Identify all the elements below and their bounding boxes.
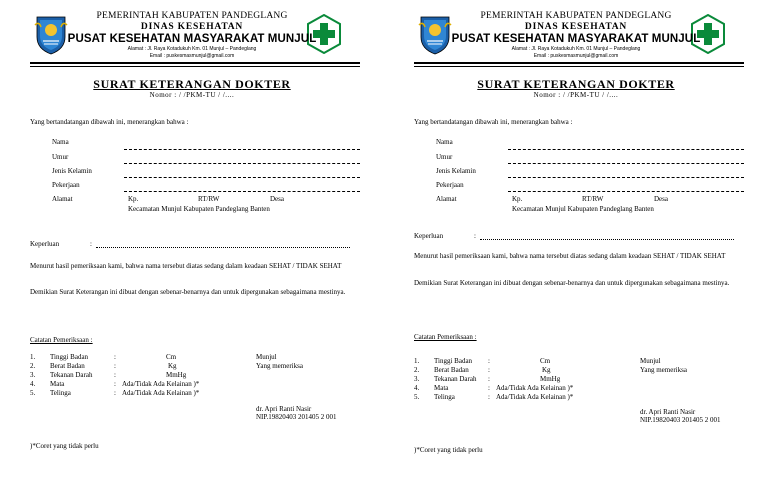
keperluan-colon: : [474,232,476,240]
exam-num: 5. [414,393,420,401]
label-nama: Nama [436,138,453,146]
label-pekerjaan: Pekerjaan [52,181,80,189]
alamat-rt-rw: RT/RW [198,195,220,203]
exam-value: Cm [166,353,177,361]
exam-label: Mata [434,384,449,392]
header-rule-thick [30,62,360,64]
exam-label: Tekanan Darah [434,375,477,383]
signature-role: Yang memeriksa [640,366,687,374]
catatan-title: Catatan Pemeriksaan : [414,333,477,341]
exam-value: Ada/Tidak Ada Kelainan )* [122,380,200,388]
signature-nip: NIP.19820403 201405 2 001 [256,413,337,421]
intro-text: Yang bertandatangan dibawah ini, menerangkan bahwa : [414,118,573,126]
exam-num: 5. [30,389,36,397]
exam-value: Ada/Tidak Ada Kelainan )* [496,384,574,392]
exam-value: Ada/Tidak Ada Kelainan )* [496,393,574,401]
exam-num: 1. [30,353,36,361]
blank-line-umur [124,163,360,164]
exam-value: MmHg [540,375,561,383]
exam-num: 3. [414,375,420,383]
exam-label: Tinggi Badan [50,353,89,361]
footnote: )*Coret yang tidak perlu [30,442,99,450]
exam-label: Mata [50,380,65,388]
alamat-rt-rw: RT/RW [582,195,604,203]
alamat-kecamatan: Kecamatan Munjul Kabupaten Pandeglang Banten [128,205,270,213]
header-rule-thin [30,66,360,67]
exam-colon: : [114,362,116,370]
exam-colon: : [114,353,116,361]
exam-num: 4. [414,384,420,392]
exam-colon: : [114,371,116,379]
header-government: PEMERINTAH KABUPATEN PANDEGLANG [96,11,288,21]
exam-num: 1. [414,357,420,365]
header-rule-thin [414,66,744,67]
exam-colon: : [488,393,490,401]
exam-label: Telinga [434,393,455,401]
exam-value: Kg [168,362,177,370]
exam-label: Berat Badan [434,366,469,374]
header-rule-thick [414,62,744,64]
exam-num: 2. [414,366,420,374]
exam-num: 4. [30,380,36,388]
header-institution: PUSAT KESEHATAN MASYARAKAT MUNJUL [67,33,317,45]
signature-name: dr. Apri Ranti Nasir [640,408,696,416]
blank-line-keperluan [96,247,350,248]
blank-line-umur [508,163,744,164]
header-address: Alamat : Jl. Raya Kotadukuh Km. 01 Munjul – Pandeglang [127,46,257,52]
closing-statement: Demikian Surat Keterangan ini dibuat dengan sebenar-benarnya dan untuk dipergunakan sebagaimana mestinya. [414,279,730,287]
exam-label: Tinggi Badan [434,357,473,365]
signature-place: Munjul [256,353,277,361]
exam-value: MmHg [166,371,187,379]
exam-label: Telinga [50,389,71,397]
exam-label: Tekanan Darah [50,371,93,379]
blank-line-nama [124,149,360,150]
alamat-desa: Desa [654,195,668,203]
exam-colon: : [488,366,490,374]
health-statement: Menurut hasil pemeriksaan kami, bahwa nama tersebut diatas sedang dalam keadaan SEHAT / TIDAK SEHAT [414,252,726,260]
blank-line-pekerjaan [508,191,744,192]
label-alamat: Alamat [436,195,457,203]
alamat-desa: Desa [270,195,284,203]
header-department: DINAS KESEHATAN [140,22,244,32]
footnote: )*Coret yang tidak perlu [414,446,483,454]
label-umur: Umur [436,153,453,161]
label-keperluan: Keperluan [30,240,60,248]
signature-name: dr. Apri Ranti Nasir [256,405,312,413]
header-address: Alamat : Jl. Raya Kotadukuh Km. 01 Munjul – Pandeglang [511,46,641,52]
header-government: PEMERINTAH KABUPATEN PANDEGLANG [480,11,672,21]
exam-colon: : [488,357,490,365]
exam-num: 2. [30,362,36,370]
signature-nip: NIP.19820403 201405 2 001 [640,416,721,424]
header-email: Email : puskesmasmunjul@gmail.com [149,53,235,59]
letter-copy-right [384,0,768,501]
label-pekerjaan: Pekerjaan [436,181,464,189]
label-keperluan: Keperluan [414,232,444,240]
intro-text: Yang bertandatangan dibawah ini, menerangkan bahwa : [30,118,189,126]
closing-statement: Demikian Surat Keterangan ini dibuat dengan sebenar-benarnya dan untuk dipergunakan sebagaimana mestinya. [30,288,346,296]
exam-colon: : [114,380,116,388]
alamat-kp: Kp. [128,195,139,203]
blank-line-jenis-kelamin [508,177,744,178]
label-jenis-kelamin: Jenis Kelamin [52,167,92,175]
header-institution: PUSAT KESEHATAN MASYARAKAT MUNJUL [451,33,701,45]
label-umur: Umur [52,153,69,161]
exam-value: Ada/Tidak Ada Kelainan )* [122,389,200,397]
exam-colon: : [114,389,116,397]
signature-role: Yang memeriksa [256,362,303,370]
blank-line-jenis-kelamin [124,177,360,178]
alamat-kecamatan: Kecamatan Munjul Kabupaten Pandeglang Banten [512,205,654,213]
alamat-kp: Kp. [512,195,523,203]
header-department: DINAS KESEHATAN [524,22,628,32]
exam-value: Cm [540,357,551,365]
exam-label: Berat Badan [50,362,85,370]
exam-colon: : [488,375,490,383]
exam-num: 3. [30,371,36,379]
signature-place: Munjul [640,357,661,365]
document-title: SURAT KETERANGAN DOKTER [477,77,675,91]
catatan-title: Catatan Pemeriksaan : [30,336,93,344]
document-number: Nomor : / /PKM-TU / /.... [533,91,619,99]
label-jenis-kelamin: Jenis Kelamin [436,167,476,175]
exam-colon: : [488,384,490,392]
header-email: Email : puskesmasmunjul@gmail.com [533,53,619,59]
blank-line-pekerjaan [124,191,360,192]
blank-line-keperluan [480,239,734,240]
document-number: Nomor : / /PKM-TU / /.... [149,91,235,99]
blank-line-nama [508,149,744,150]
health-statement: Menurut hasil pemeriksaan kami, bahwa nama tersebut diatas sedang dalam keadaan SEHAT / TIDAK SEHAT [30,262,342,270]
exam-value: Kg [542,366,551,374]
document-title: SURAT KETERANGAN DOKTER [93,77,291,91]
label-nama: Nama [52,138,69,146]
keperluan-colon: : [90,240,92,248]
label-alamat: Alamat [52,195,73,203]
